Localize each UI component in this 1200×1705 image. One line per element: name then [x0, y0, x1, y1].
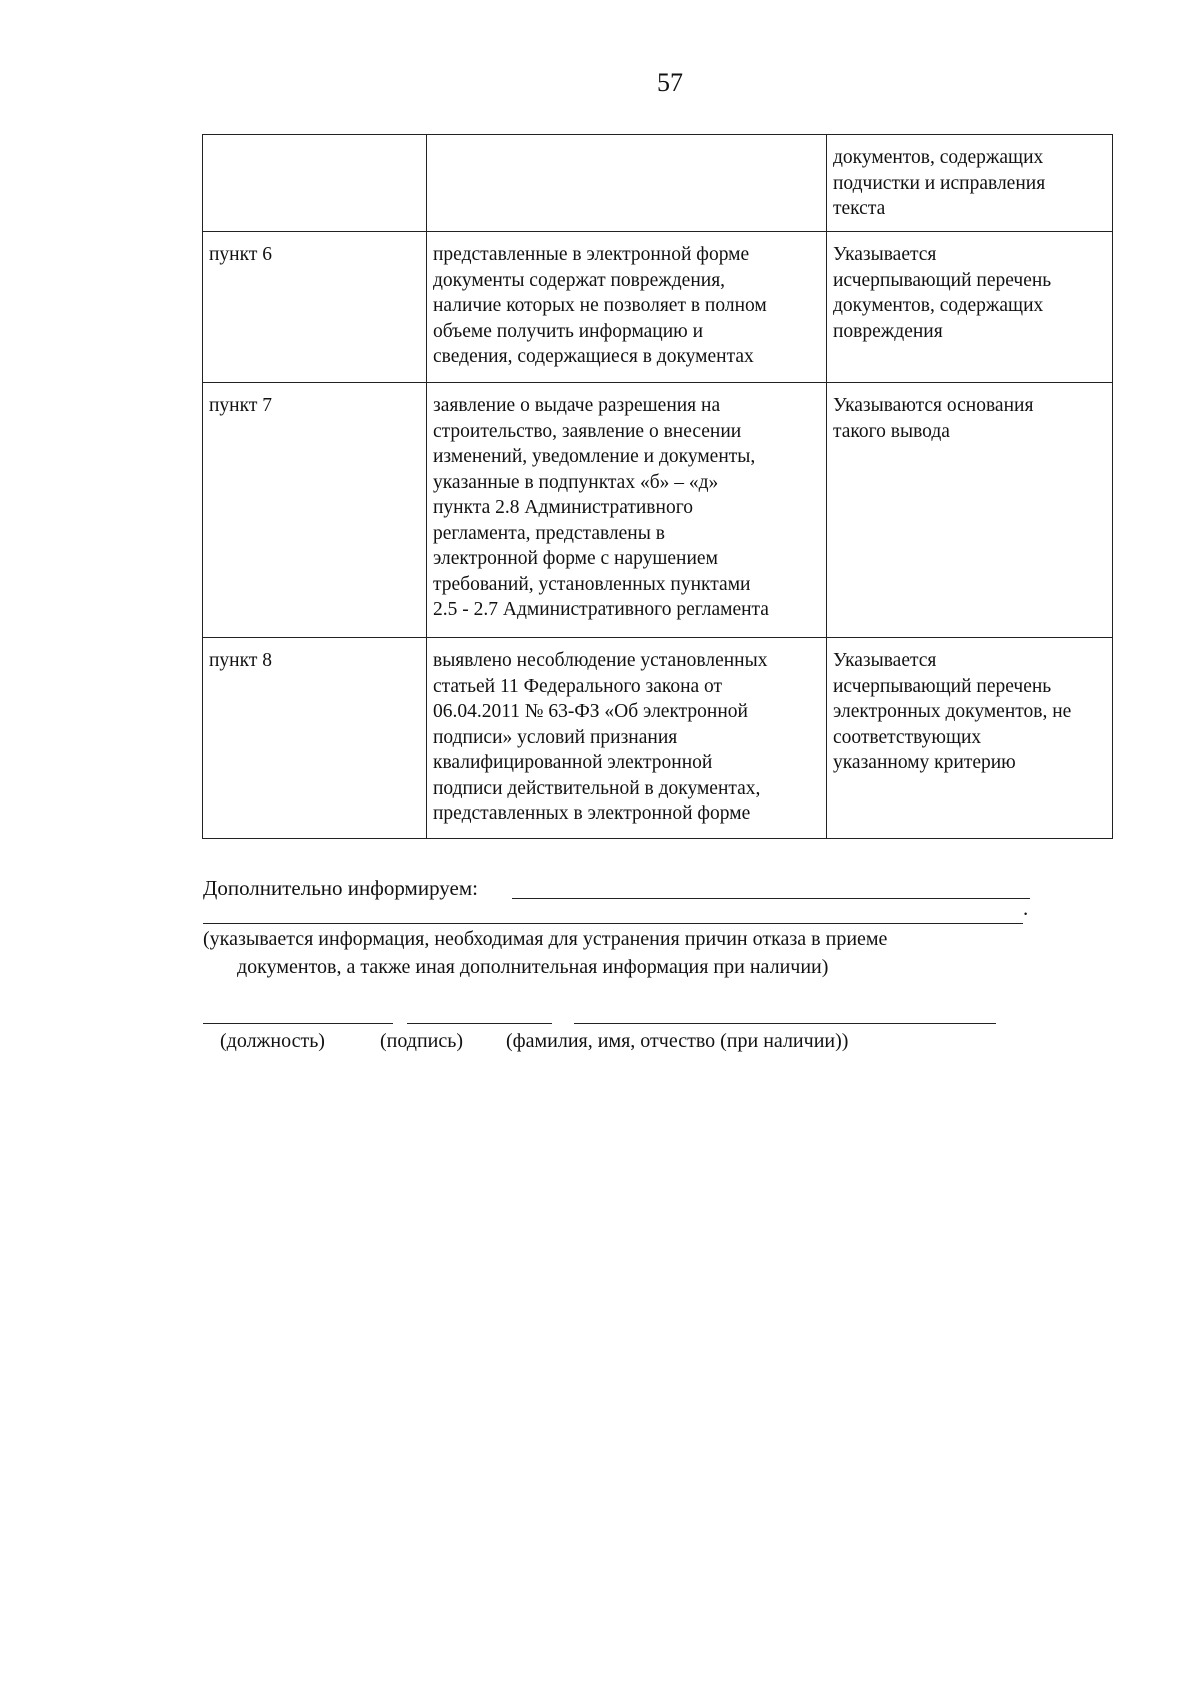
table-cell-point: пункт 8 [203, 638, 427, 839]
additional-info-hint [203, 925, 1003, 981]
additional-info-end-mark: . [1023, 896, 1029, 920]
table-cell-explanation: Указывается исчерпывающий перечень документов, содержащих повреждения [827, 232, 1113, 383]
table-cell-point [203, 135, 427, 232]
refusal-grounds-table [202, 134, 1113, 839]
table-cell-explanation: Указываются основания такого вывода [827, 383, 1113, 638]
additional-info-field-line-2[interactable] [203, 923, 1023, 924]
name-label: (фамилия, имя, отчество (при наличии)) [506, 1030, 849, 1052]
table-cell-ground: заявление о выдаче разрешения на строительство, заявление о внесении изменений, уведомление и документы, указанные в подпунктах «б» – «д» пункта 2.8 Административного регламента, представлены в электронной форме с нарушением требований, установленных пунктами 2.5 - 2.7 Административного регламента [427, 383, 827, 638]
table-row [203, 383, 1113, 638]
table-row [203, 232, 1113, 383]
signature-label: (подпись) [380, 1030, 464, 1052]
hint-line-2: документов, а также иная дополнительная информация при наличии) [237, 956, 829, 978]
table-row [203, 135, 1113, 232]
table-cell-explanation: документов, содержащих подчистки и исправления текста [827, 135, 1113, 232]
position-label: (должность) [220, 1030, 325, 1052]
table-cell-explanation: Указывается исчерпывающий перечень электронных документов, не соответствующих указанному критерию [827, 638, 1113, 839]
name-field-line[interactable] [574, 1023, 996, 1024]
table-cell-point: пункт 6 [203, 232, 427, 383]
additional-info-label: Дополнительно информируем: [203, 876, 478, 900]
table-cell-point: пункт 7 [203, 383, 427, 638]
position-field-line[interactable] [203, 1023, 393, 1024]
signature-field-line[interactable] [407, 1023, 552, 1024]
table-cell-ground: выявлено несоблюдение установленных статьей 11 Федерального закона от 06.04.2011 № 63-ФЗ «Об электронной подписи» условий признания квалифицированной электронной подписи действительной в документах, представленных в электронной форме [427, 638, 827, 839]
page-number: 57 [657, 68, 683, 97]
additional-info-field-line-1[interactable] [512, 898, 1030, 899]
table-cell-ground [427, 135, 827, 232]
hint-line-1: (указывается информация, необходимая для устранения причин отказа в приеме [203, 928, 888, 950]
table-cell-ground: представленные в электронной форме документы содержат повреждения, наличие которых не позволяет в полном объеме получить информацию и сведения, содержащиеся в документах [427, 232, 827, 383]
table-row [203, 638, 1113, 839]
